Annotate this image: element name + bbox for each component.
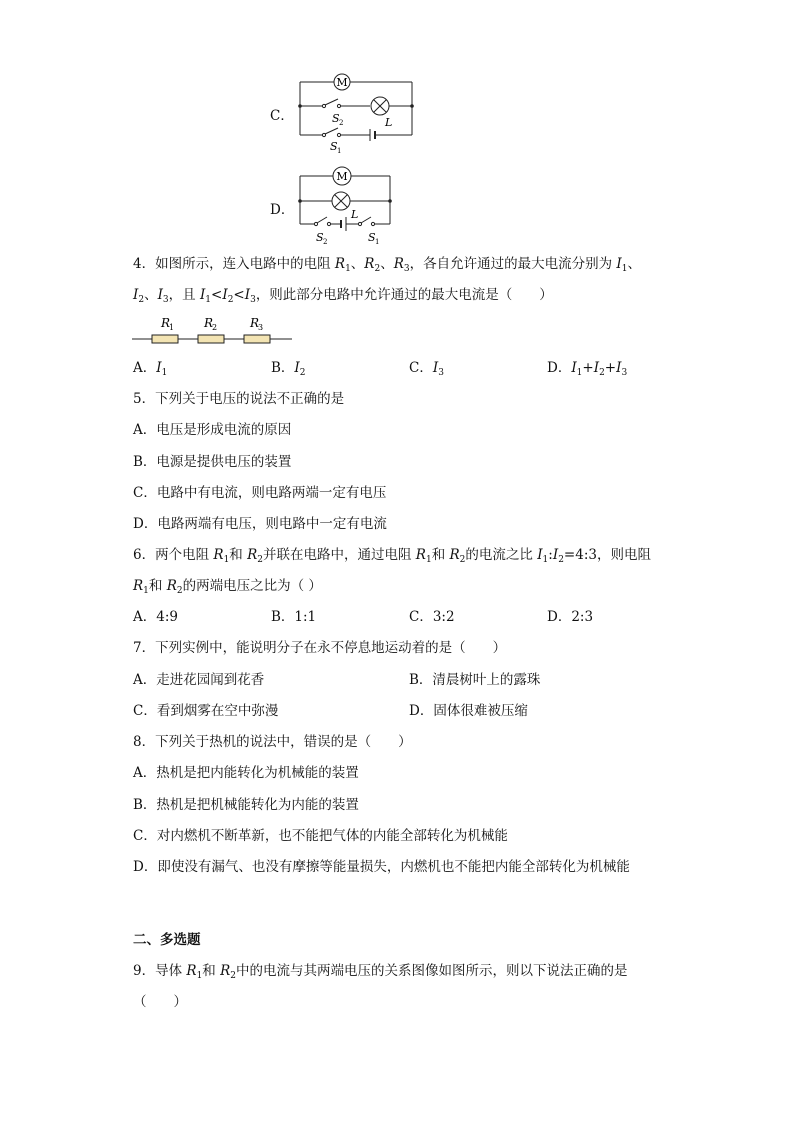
var-r: R [449,547,460,563]
q4-text: 4．如图所示，连入电路中的电阻 [133,256,335,272]
switch-s2-label: S [316,231,324,244]
q6-option-c[interactable]: C．3:2 [409,609,455,625]
q7-stem: 7．下列实例中，能说明分子在永不停息地运动着的是（ ） [133,640,507,656]
resistor-series-diagram [132,312,292,350]
var-r: R [415,547,426,563]
q8-option-c[interactable]: C．对内燃机不断革新，也不能把气体的内能全部转化为机械能 [133,828,508,844]
q9-text: 中的电流与其两端电压的关系图像如图所示，则以下说法正确的是 [236,963,628,979]
q5-option-a[interactable]: A．电压是形成电流的原因 [133,422,292,438]
q7-option-d[interactable]: D．固体很难被压缩 [409,703,528,719]
var-i: I [133,287,139,303]
q6-option-a[interactable]: A．4:9 [133,609,178,625]
circuit-diagram-d [294,166,398,246]
q5-option-d[interactable]: D．电路两端有电压，则电路中一定有电流 [133,516,387,532]
circuit-diagram-c [294,72,418,154]
q4-text: 、 [144,287,158,303]
var-i: I [157,287,163,303]
var-r: R [334,256,346,272]
r1-subscript: 1 [169,323,175,332]
q8-option-d[interactable]: D．即使没有漏气、也没有摩擦等能量损失，内燃机也不能把内能全部转化为机械能 [133,859,630,875]
var-r: R [213,547,224,563]
q6-option-b[interactable]: B．1:1 [271,609,317,625]
switch-s2-subscript: 2 [323,238,328,246]
var-i: I [571,360,577,376]
q4-text: < [211,287,223,303]
var-r: R [364,256,375,272]
option-label: D． [547,360,572,376]
q4-text: 、 [350,256,365,272]
var-i: I [552,547,559,563]
q9-stem-line1: 9．导体 $R_1$和 $R_2$中的电流与其两端电压的关系图像如图所示，则以下说法正确的是 [133,963,628,981]
r2-subscript: 2 [212,323,218,332]
q4-text: ，各自允许通过的最大电流分别为 [409,256,617,272]
var-r: R [220,963,231,979]
q4-option-a[interactable]: A．$I_1$ [133,360,168,378]
option-label: C． [409,360,433,376]
var-r: R [186,963,197,979]
q6-text: : [548,547,553,563]
q4-text: < [233,287,245,303]
var-i: I [199,287,206,303]
q4-text: 、 [627,256,641,272]
option-c-label: C． [270,108,294,124]
resistor-r2-icon [198,335,224,343]
lamp-label: L [385,116,393,129]
q7-option-c[interactable]: C．看到烟雾在空中弥漫 [133,703,279,719]
q9-text: 和 [202,963,221,979]
r1-label: R [161,316,171,330]
var-i: I [294,360,300,376]
q6-text: =4:3，则电阻 [563,547,651,563]
q6-text: 和 [431,547,450,563]
q7-option-b[interactable]: B．清晨树叶上的露珠 [409,672,541,688]
switch-s1-subscript: 1 [337,147,342,154]
q4-option-c[interactable]: C．$I_3$ [409,360,444,378]
q8-option-a[interactable]: A．热机是把内能转化为机械能的装置 [133,765,359,781]
q4-stem-line1: 4．如图所示，连入电路中的电阻 $R_1$、$R_2$、$R_3$，各自允许通过的最大电流分别为 $I_1$、 [133,256,641,274]
q8-stem: 8．下列关于热机的说法中，错误的是（ ） [133,734,412,750]
var-i: I [222,287,228,303]
q7-option-a[interactable]: A．走进花园闻到花香 [133,672,265,688]
motor-label: M [336,76,348,89]
resistor-r3-icon [244,335,270,343]
q4-option-b[interactable]: B．$I_2$ [271,360,306,378]
q6-text: 和 [148,578,167,594]
switch-s2-label: S [332,112,340,125]
q6-text: 和 [229,547,248,563]
q4-text: ，且 [168,287,200,303]
r3-label: R [250,316,260,330]
resistor-r1-icon [152,335,178,343]
q8-option-b[interactable]: B．热机是把机械能转化为内能的装置 [133,797,359,813]
option-label: B． [271,360,295,376]
q5-option-b[interactable]: B．电源是提供电压的装置 [133,454,292,470]
q6-text: 6．两个电阻 [133,547,214,563]
q6-option-d[interactable]: D．2:3 [547,609,594,625]
q6-text: 的电流之比 [465,547,538,563]
q6-text: 并联在电路中，通过电阻 [263,547,416,563]
var-i: I [616,360,622,376]
var-r: R [247,547,258,563]
section-title: 二、多选题 [133,932,201,948]
var-i: I [593,360,600,376]
r3-subscript: 3 [258,323,264,332]
q4-text: ，则此部分电路中允许通过的最大电流是（ ） [255,287,553,303]
var-i: I [432,360,439,376]
var-i: I [616,256,622,272]
var-i: I [156,360,162,376]
var-r: R [133,578,144,594]
q6-text: 的两端电压之比为（ ） [182,578,322,594]
r2-label: R [204,316,214,330]
q6-stem-line1: 6．两个电阻 $R_1$和 $R_2$并联在电路中，通过电阻 $R_1$和 $R_2$的电流之比 $I_1:I_2=4:3$，则电阻 [133,547,651,565]
switch-s1-label: S [330,140,338,153]
q9-text: 9．导体 [133,963,187,979]
q4-stem-line2: $I_2$、$I_3$，且 $I_1<I_2<I_3$，则此部分电路中允许通过的最大电流是（ ） [133,287,553,305]
var-r: R [166,578,177,594]
switch-s1-subscript: 1 [375,238,380,246]
q9-stem-line2: （ ） [133,994,187,1010]
var-i: I [537,547,543,563]
q4-option-d[interactable]: D．$I_1+I_2+I_3$ [547,360,628,378]
q5-stem: 5．下列关于电压的说法不正确的是 [133,391,345,407]
motor-label: M [336,170,348,183]
switch-s2-subscript: 2 [339,119,344,127]
switch-s1-label: S [368,231,376,244]
q4-text: 、 [380,256,394,272]
option-d-label: D． [270,202,295,218]
var-i: I [244,287,251,303]
q5-option-c[interactable]: C．电路中有电流，则电路两端一定有电压 [133,485,387,501]
option-label: A． [133,360,157,376]
q6-stem-line2: $R_1$和 $R_2$的两端电压之比为（ ） [133,578,322,596]
var-r: R [393,256,404,272]
lamp-label: L [351,208,359,221]
